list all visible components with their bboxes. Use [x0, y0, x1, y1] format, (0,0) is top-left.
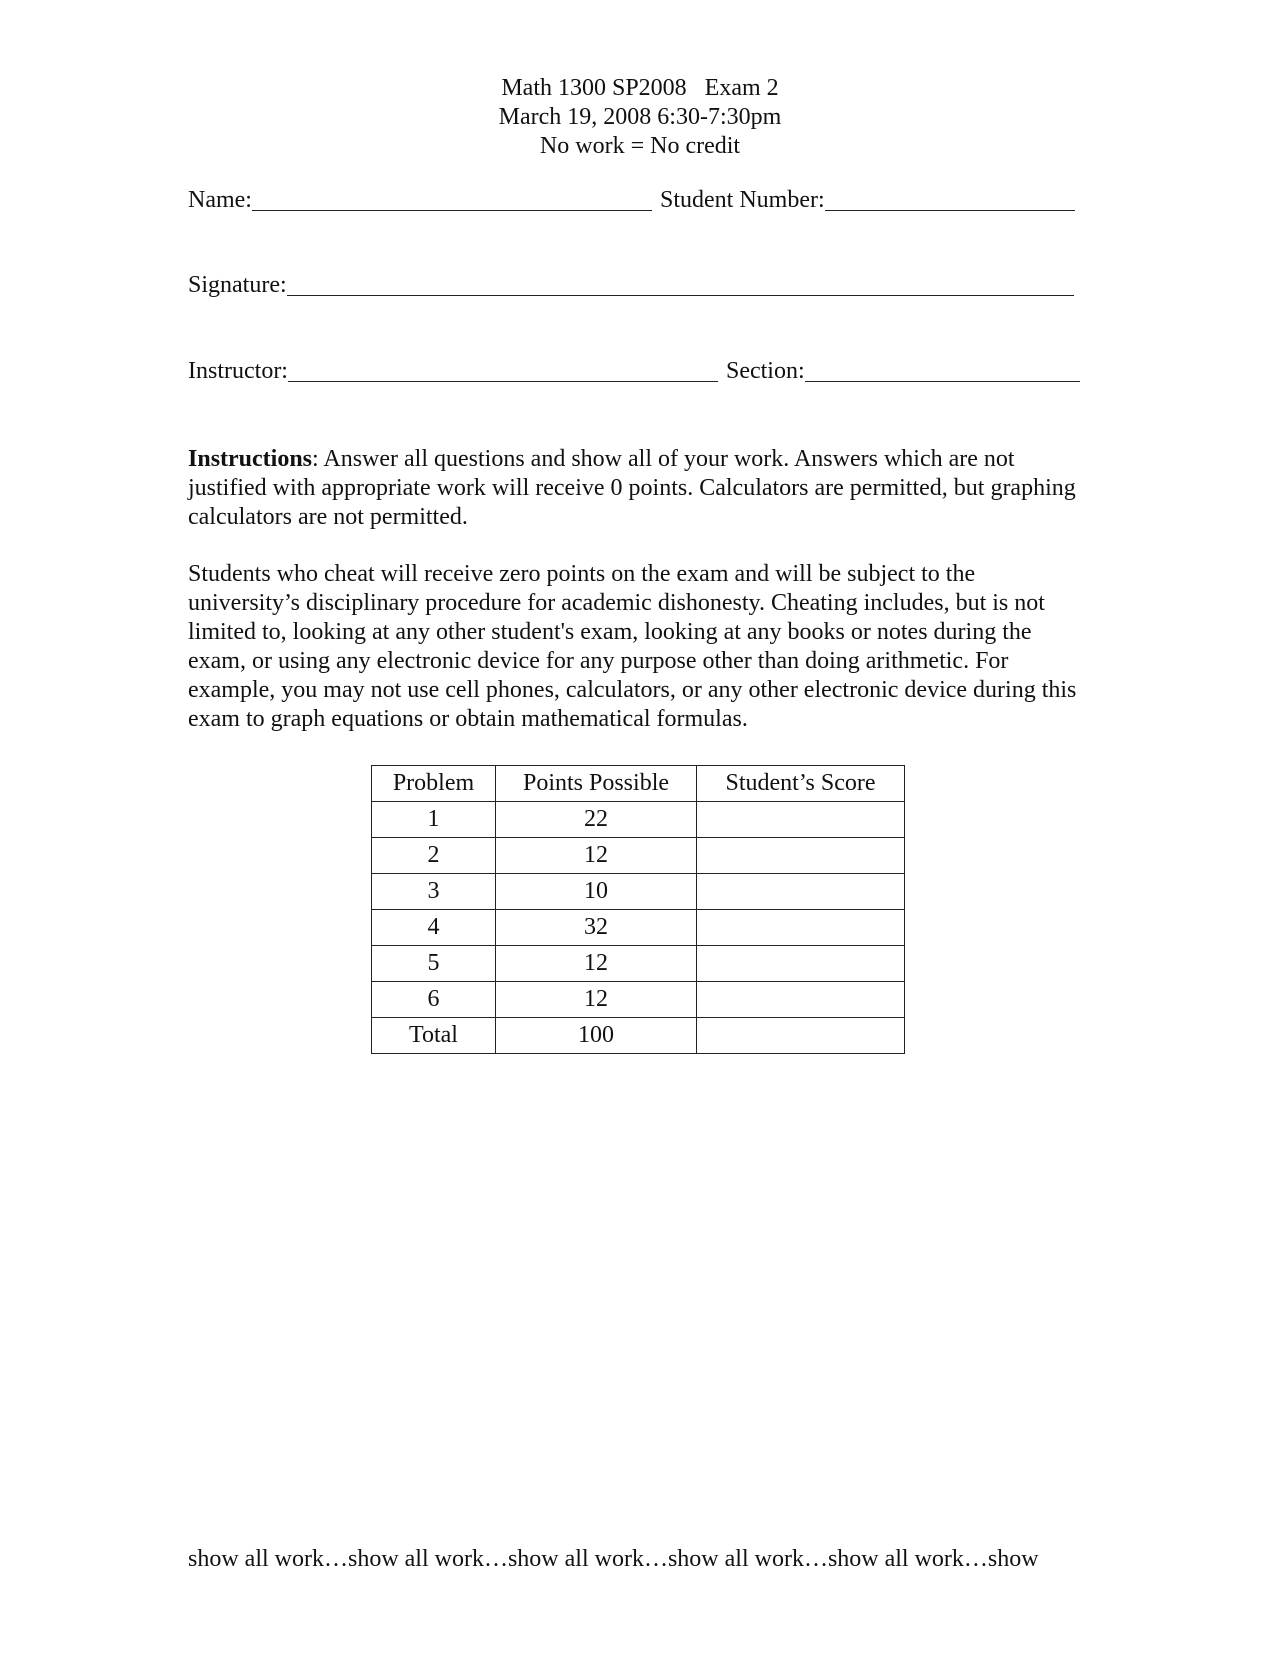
problem-cell: Total	[372, 1018, 496, 1054]
table-header-row	[372, 766, 905, 802]
header-problem: Problem	[372, 766, 496, 802]
problem-cell: 5	[372, 946, 496, 982]
exam-policy: No work = No credit	[539, 133, 741, 159]
signature-field[interactable]	[287, 275, 1074, 296]
table-row	[372, 946, 905, 982]
section-label: Section:	[725, 358, 805, 384]
points-cell: 12	[496, 982, 697, 1018]
points-cell: 12	[496, 946, 697, 982]
instructions-text: : Answer all questions and show all of your work. Answers which are not justified with appropriate work will receive 0 points. Calculators are permitted, but graphing calculators are not permitted.	[188, 446, 1076, 530]
exam-header	[0, 74, 1280, 161]
section-field[interactable]	[805, 361, 1080, 382]
table-row	[372, 982, 905, 1018]
points-cell: 10	[496, 874, 697, 910]
score-cell[interactable]	[697, 946, 905, 982]
signature-label: Signature:	[188, 272, 287, 298]
points-cell: 12	[496, 838, 697, 874]
instructions-paragraph	[188, 445, 1088, 532]
problem-cell: 2	[372, 838, 496, 874]
exam-title: Math 1300 SP2008 Exam 2	[501, 75, 779, 101]
footer-reminder: show all work…show all work…show all work…show all work…show all work…show	[188, 1546, 1039, 1572]
table-row	[372, 874, 905, 910]
name-field[interactable]	[252, 190, 652, 211]
exam-date: March 19, 2008 6:30-7:30pm	[498, 104, 782, 130]
score-cell[interactable]	[697, 910, 905, 946]
table-row	[372, 802, 905, 838]
problem-cell: 6	[372, 982, 496, 1018]
score-cell[interactable]	[697, 802, 905, 838]
signature-row	[188, 272, 1088, 299]
instructions-heading: Instructions	[188, 446, 313, 472]
table-row	[372, 838, 905, 874]
problem-cell: 3	[372, 874, 496, 910]
student-number-label: Student Number:	[659, 187, 825, 213]
student-number-field[interactable]	[825, 190, 1075, 211]
instructor-label: Instructor:	[188, 358, 288, 384]
header-points-possible: Points Possible	[496, 766, 697, 802]
score-cell[interactable]	[697, 838, 905, 874]
name-label: Name:	[188, 187, 252, 213]
instructor-row	[188, 358, 1088, 385]
table-row	[372, 910, 905, 946]
score-table	[371, 765, 905, 1054]
score-cell[interactable]	[697, 874, 905, 910]
score-cell[interactable]	[697, 1018, 905, 1054]
name-row	[188, 187, 1088, 214]
problem-cell: 4	[372, 910, 496, 946]
problem-cell: 1	[372, 802, 496, 838]
points-cell: 22	[496, 802, 697, 838]
table-row-total	[372, 1018, 905, 1054]
instructor-field[interactable]	[288, 361, 718, 382]
cheating-notice: Students who cheat will receive zero points on the exam and will be subject to the university’s disciplinary procedure for academic dishonesty. Cheating includes, but is not limited to, looking at any other student's exam, looking at any books or notes during the exam, or using any electronic device for any purpose other than doing arithmetic. For example, you may not use cell phones, calculators, or any other electronic device during this exam to graph equations or obtain mathematical formulas.	[188, 561, 1077, 732]
score-cell[interactable]	[697, 982, 905, 1018]
header-students-score: Student’s Score	[697, 766, 905, 802]
points-cell: 32	[496, 910, 697, 946]
points-cell: 100	[496, 1018, 697, 1054]
